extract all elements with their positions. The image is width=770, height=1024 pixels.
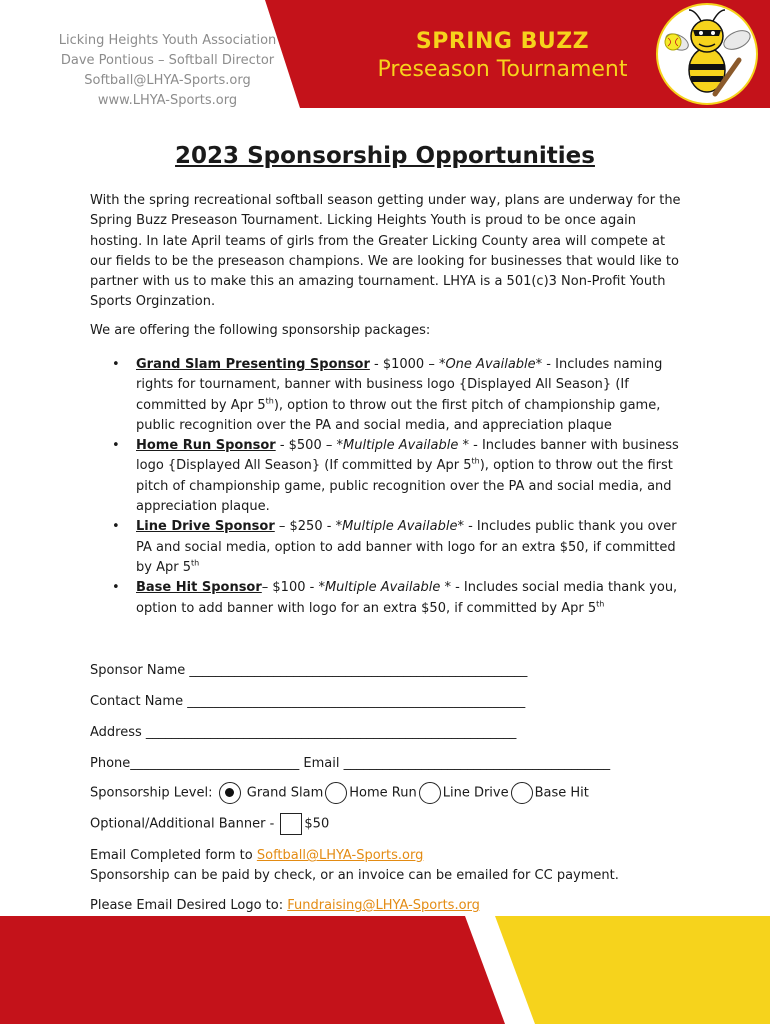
event-branding xyxy=(355,28,650,84)
package-price: – $250 - xyxy=(274,519,336,535)
package-description: - Includes social media thank you, option to add banner with logo for an extra $50, if committed by Apr 5 xyxy=(136,580,678,616)
event-title: SPRING BUZZ xyxy=(415,29,590,54)
banner-checkbox[interactable] xyxy=(280,813,302,835)
softball-email-link[interactable]: Softball@LHYA-Sports.org xyxy=(256,848,424,863)
base-hit-radio[interactable] xyxy=(511,782,533,804)
email-field[interactable]: Email _________________________________________ xyxy=(299,756,611,771)
fundraising-email-link[interactable]: Fundraising@LHYA-Sports.org xyxy=(287,898,480,913)
grand-slam-radio[interactable] xyxy=(219,782,241,804)
package-base-hit xyxy=(112,578,692,619)
packages-intro: We are offering the following sponsorship packages: xyxy=(90,323,431,338)
payment-note: Sponsorship can be paid by check, or an invoice can be emailed for CC payment. xyxy=(90,868,619,883)
bee-mascot-icon xyxy=(655,2,759,106)
sponsorship-level-label: Sponsorship Level: xyxy=(90,785,217,801)
package-name: Line Drive Sponsor xyxy=(136,519,275,535)
package-availability: *Multiple Available * xyxy=(336,438,470,454)
sponsor-name-field[interactable]: Sponsor Name ____________________________________________________ xyxy=(90,663,528,678)
base-hit-label: Base Hit xyxy=(534,785,589,801)
package-description-cont: ), option to throw out the first pitch of championship game, public recognition over the PA and social media, and appreciation plaque xyxy=(136,397,661,433)
package-name: Home Run Sponsor xyxy=(136,438,276,454)
logo-email-line xyxy=(90,898,480,913)
package-description: - Includes public thank you over PA and social media, option to add banner with logo for an extra $50, if committed by Apr 5 xyxy=(136,519,677,575)
package-price: – $100 - xyxy=(261,580,319,596)
banner-label: Optional/Additional Banner - xyxy=(90,816,279,832)
package-availability: *Multiple Available * xyxy=(318,580,451,596)
package-price: - $500 – xyxy=(275,438,337,454)
contact-name-field[interactable]: Contact Name ____________________________________________________ xyxy=(90,694,526,709)
line-drive-label: Line Drive xyxy=(442,785,509,801)
ordinal-suffix: th xyxy=(190,558,200,568)
package-description-cont: ), option to throw out the first pitch of championship game, public recognition over the PA and social media, and appreciation plaque. xyxy=(136,458,673,515)
page-title: 2023 Sponsorship Opportunities xyxy=(175,143,595,169)
package-line-drive xyxy=(112,517,692,578)
banner-row xyxy=(90,813,329,835)
event-subtitle: Preseason Tournament xyxy=(377,57,628,82)
phone-email-row xyxy=(90,756,610,771)
package-home-run xyxy=(112,436,692,517)
org-website: www.LHYA-Sports.org xyxy=(97,93,238,108)
email-completed-text: Email Completed form to xyxy=(90,848,257,863)
grand-slam-label: Grand Slam xyxy=(246,785,324,801)
package-description: - Includes naming rights for tournament, banner with business logo {Displayed All Season} (If committed by Apr 5 xyxy=(136,357,663,413)
package-availability: *One Available* xyxy=(438,357,543,372)
email-completed-line xyxy=(90,848,423,863)
ordinal-suffix: th xyxy=(471,457,480,467)
ordinal-suffix: th xyxy=(596,599,605,609)
banner-price: $50 xyxy=(304,816,330,832)
package-availability: *Multiple Available* xyxy=(335,519,464,535)
phone-field[interactable]: Phone__________________________ xyxy=(90,756,300,771)
intro-paragraph: With the spring recreational softball season getting under way, plans are underway for the Spring Buzz Preseason Tournament. Licking Heights Youth is proud to be once again hosting. In late April teams of girls from the Greater Licking County area will compete at our fields to be the preseason champions. We are looking for businesses that would like to partner with us to make this an amazing tournament. LHYA is a 501(c)3 Non-Profit Youth Sports Orginzation. xyxy=(90,193,681,310)
package-price: - $1000 – xyxy=(369,357,439,372)
director-line: Dave Pontious – Softball Director xyxy=(60,53,275,68)
package-name: Grand Slam Presenting Sponsor xyxy=(136,357,370,372)
package-description: - Includes banner with business logo {Displayed All Season} (If committed by Apr 5 xyxy=(136,438,679,474)
home-run-label: Home Run xyxy=(349,785,417,801)
package-grand-slam xyxy=(112,355,692,436)
organization-contact xyxy=(40,31,295,111)
package-list xyxy=(112,355,692,619)
line-drive-radio[interactable] xyxy=(419,782,441,804)
address-field[interactable]: Address _________________________________________________________ xyxy=(90,725,517,740)
home-run-radio[interactable] xyxy=(325,782,347,804)
org-email: Softball@LHYA-Sports.org xyxy=(84,73,251,88)
ordinal-suffix: th xyxy=(265,396,274,406)
org-name: Licking Heights Youth Association xyxy=(58,33,277,48)
package-name: Base Hit Sponsor xyxy=(136,580,262,596)
logo-email-text: Please Email Desired Logo to: xyxy=(90,898,288,913)
sponsorship-level-row xyxy=(90,782,589,804)
